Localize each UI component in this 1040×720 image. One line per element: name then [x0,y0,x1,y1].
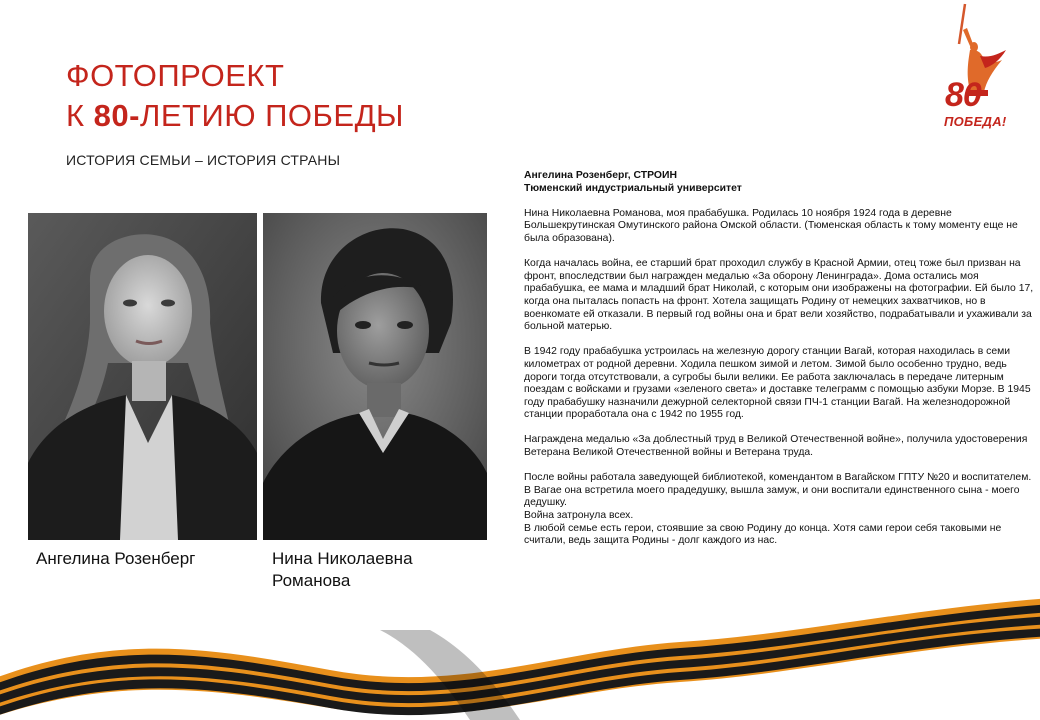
st-george-ribbon [0,590,1040,720]
article-closing-2: Война затронула всех. [524,510,634,522]
portrait-photo-historical-woman [263,213,487,540]
article-paragraph-2: Когда началась война, ее старший брат проходил службу в Красной Армии, отец тоже был призван на фронт, впоследствии был награжден медалью «За оборону Ленинграда». Дома остались моя прабабушка, ее мама и младший брат Николай, с которым они изображены на фотографии. Ей было 17, когда она пыталась попасть на фронт. Хотела защищать Родину от немецких захватчиков, но в военкомате ей отказали. В первый год войны она и брат вели хозяйство, подрабатывали и ухаживали за больной матерью. [524,258,1034,333]
page-title [66,56,404,136]
title-number: 80- [93,98,140,133]
article-text [524,170,1034,548]
caption-photo-2-line-2: Романова [272,571,351,590]
title-line-1: ФОТОПРОЕКТ [66,58,285,93]
article-paragraph-3: В 1942 году прабабушка устроилась на железную дорогу станции Вагай, которая находилась в семи километрах от родной деревни. Ходила пешком зимой и летом. Зимой было особенно трудно, ведь дороги тогда отсутствовали, а сугробы были велики. Ее работа заключалась в передаче литерным поездам с войсками и грузами «зеленого света» и доставке телеграмм с помощью азбуки Морзе. В 1945 году прабабушку назначили дежурной селекторной связи ПЧ-1 станции Вагай. На железнодорожной станции проработала она с 1942 по 1955 год. [524,346,1031,421]
portrait-photo-young-woman [28,213,257,540]
title-line-2: К 80-ЛЕТИЮ ПОБЕДЫ [66,98,405,133]
page-subtitle: ИСТОРИЯ СЕМЬИ – ИСТОРИЯ СТРАНЫ [66,152,341,168]
caption-photo-2 [272,548,472,592]
article-paragraph-1: Нина Николаевна Романова, моя прабабушка. Родилась 10 ноября 1924 года в деревне Большекрутинская Омутинского района Омской области. (Тюменская область к тому моменту еще не была образована). [524,207,1018,244]
caption-photo-1: Ангелина Розенберг [36,549,196,568]
article-closing-1: После войны работала заведующей библиотекой, комендантом в Вагайском ГПТУ №20 и воспитателем. В Вагае она встретила моего прадедушку, вышла замуж, и они воспитали единственного сына - моего дедушку. [524,472,1032,509]
victory-80-logo [940,0,1016,132]
article-university: Тюменский индустриальный университет [524,182,742,194]
logo-number: 80 [945,76,981,114]
logo-word: ПОБЕДА! [944,114,1007,129]
caption-photo-2-line-1: Нина Николаевна [272,549,413,568]
article-closing-3: В любой семье есть герои, стоявшие за свою Родину до конца. Хотя сами герои себя таковыми не считали, ведь защита Родины - долг каждого из нас. [524,522,1002,547]
article-author: Ангелина Розенберг, СТРОИН [524,170,677,181]
article-paragraph-4: Награждена медалью «За доблестный труд в Великой Отечественной войне», получила удостоверения Ветерана Великой Отечественной войны и Ветерана труда. [524,434,1028,459]
